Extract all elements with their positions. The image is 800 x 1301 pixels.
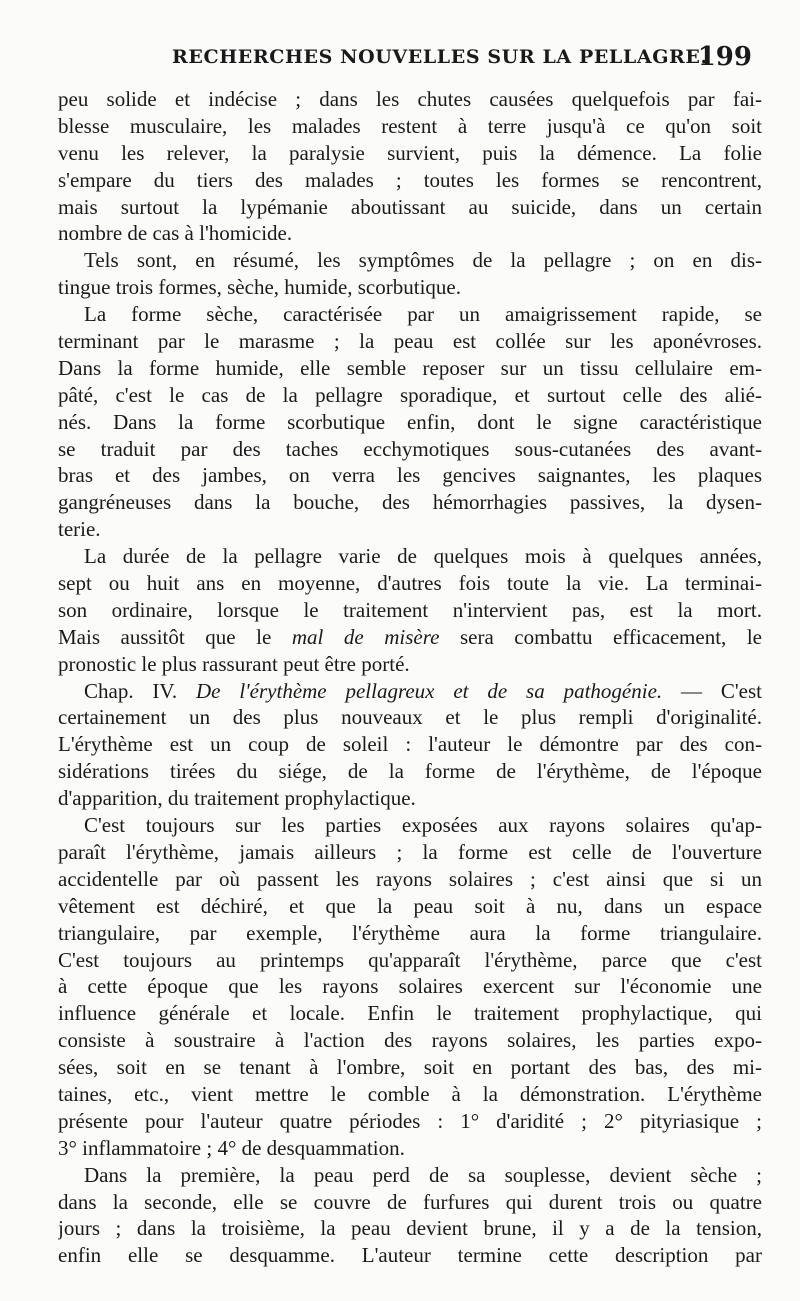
text-line: enfin elle se desquamme. L'auteur termine cette description par [58, 1243, 762, 1268]
text-line: taines, etc., vient mettre le comble à la démonstration. L'érythème [58, 1081, 762, 1106]
text-line: terie. [58, 517, 101, 542]
text-line: triangulaire, par exemple, l'érythème aura la forme triangulaire. [58, 920, 762, 945]
text-line: d'apparition, du traitement prophylactique. [58, 786, 416, 811]
text-line: vêtement est déchiré, et que la peau soit à nu, dans un espace [58, 893, 762, 918]
text-line: s'empare du tiers des malades ; toutes les formes se rencontrent, [58, 167, 762, 192]
text-line: venu les relever, la paralysie survient, puis la démence. La folie [58, 140, 762, 165]
text-line: pâté, c'est le cas de la pellagre sporadique, et surtout celle des alié- [58, 382, 762, 407]
text-line: Dans la première, la peau perd de sa souplesse, devient sèche ; [84, 1162, 762, 1187]
italic-phrase: mal de misère [291, 624, 440, 649]
text-line: tingue trois formes, sèche, humide, scorbutique. [58, 275, 461, 300]
text-line: Chap. IV. De l'érythème pellagreux et de sa pathogénie. — C'est [84, 678, 762, 703]
text-line: peu solide et indécise ; dans les chutes causées quelquefois par fai- [58, 87, 762, 111]
text-line: consiste à soustraire à l'action des rayons solaires, les parties expo- [58, 1028, 762, 1053]
italic-phrase: De l'érythème pellagreux et de sa pathogénie. [196, 678, 663, 703]
text-line: L'érythème est un coup de soleil : l'auteur le démontre par des con- [58, 732, 762, 757]
text-line: blesse musculaire, les malades restent à terre jusqu'à ce qu'on soit [58, 113, 762, 138]
text-line: influence générale et locale. Enfin le traitement prophylactique, qui [58, 1001, 762, 1026]
text-line: se traduit par des taches ecchymotiques sous-cutanées des avant- [58, 436, 762, 461]
text-line: nés. Dans la forme scorbutique enfin, dont le signe caractéristique [58, 409, 762, 434]
text-line: Tels sont, en résumé, les symptômes de la pellagre ; on en dis- [84, 248, 762, 273]
text-line: C'est toujours sur les parties exposées aux rayons solaires qu'ap- [84, 813, 762, 838]
text-line: jours ; dans la troisième, la peau devient brune, il y a de la tension, [58, 1216, 762, 1241]
text-line: sidérations tirées du siége, de la forme de l'érythème, de l'époque [58, 759, 762, 784]
running-title: RECHERCHES NOUVELLES SUR LA PELLAGRE. [172, 46, 708, 68]
text-line: sées, soit en se tenant à l'ombre, soit en portant des bas, des mi- [58, 1055, 762, 1080]
running-head [100, 42, 760, 78]
text-line: 3° inflammatoire ; 4° de desquammation. [58, 1135, 405, 1160]
text-line: nombre de cas à l'homicide. [58, 221, 293, 246]
text-line: sept ou huit ans en moyenne, d'autres fois toute la vie. La terminai- [58, 571, 762, 596]
text-line: à cette époque que les rayons solaires exercent sur l'économie une [58, 974, 762, 999]
text-line: paraît l'érythème, jamais ailleurs ; la forme est celle de l'ouverture [58, 839, 762, 864]
body-text [58, 86, 762, 1269]
text-line: dans la seconde, elle se couvre de furfures qui durent trois ou quatre [58, 1189, 762, 1214]
text-line: certainement un des plus nouveaux et le plus rempli d'originalité. [58, 705, 762, 730]
text-line: présente pour l'auteur quatre périodes : 1° d'aridité ; 2° pityriasique ; [58, 1108, 762, 1133]
text-line: C'est toujours au printemps qu'apparaît l'érythème, parce que c'est [58, 947, 762, 972]
text-line: terminant par le marasme ; la peau est collée sur les aponévroses. [58, 329, 762, 354]
text-line: mais surtout la lypémanie aboutissant au suicide, dans un certain [58, 194, 762, 219]
text-line: bras et des jambes, on verra les gencives saignantes, les plaques [58, 463, 762, 488]
text-line: accidentelle par où passent les rayons solaires ; c'est ainsi que si un [58, 866, 762, 891]
text-line: gangréneuses dans la bouche, des hémorrhagies passives, la dysen- [58, 490, 762, 515]
page-number: 199 [697, 42, 752, 72]
text-line: son ordinaire, lorsque le traitement n'intervient pas, est la mort. [58, 597, 762, 622]
text-line: Mais aussitôt que le mal de misère sera combattu efficacement, le [58, 624, 762, 649]
text-line: Dans la forme humide, elle semble reposer sur un tissu cellulaire em- [58, 355, 762, 380]
text-line: La forme sèche, caractérisée par un amaigrissement rapide, se [84, 302, 762, 327]
text-line: La durée de la pellagre varie de quelques mois à quelques années, [84, 544, 762, 569]
text-line: pronostic le plus rassurant peut être porté. [58, 651, 410, 676]
